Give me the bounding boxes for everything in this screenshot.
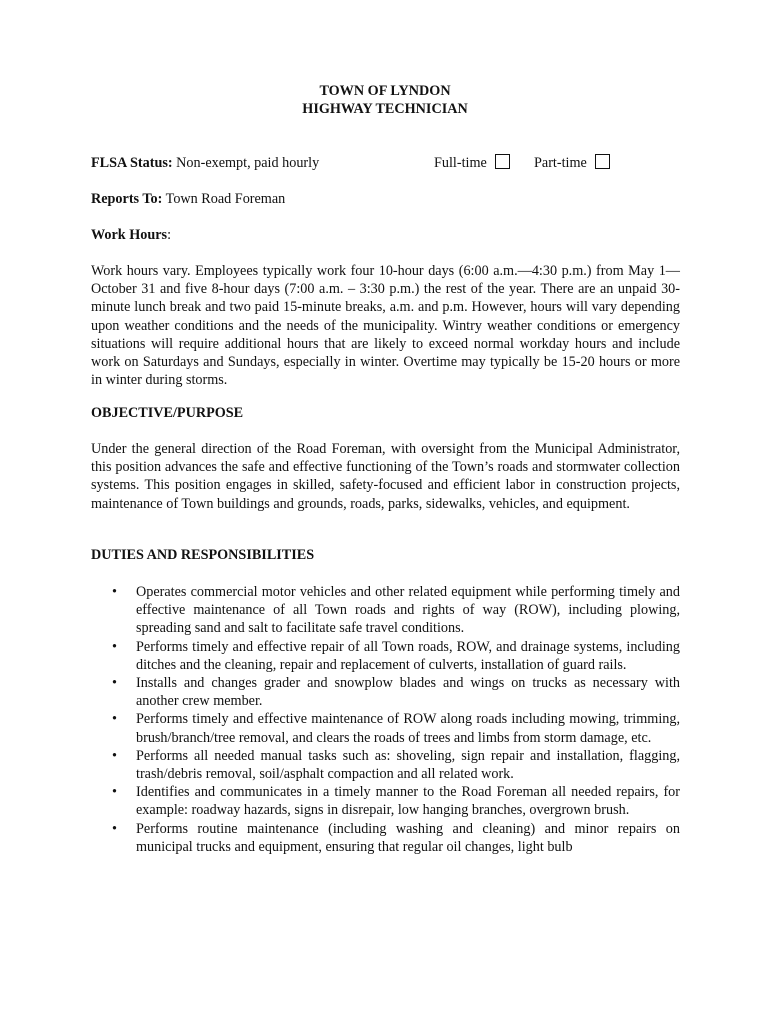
duty-item: • Operates commercial motor vehicles and other related equipment while performing timely and effective maintenance of all Town roads and rights of way (ROW), including plowing, spreading sand and salt to facilitate safe travel conditions. <box>91 583 680 638</box>
duty-item: • Identifies and communicates in a timely manner to the Road Foreman all needed repairs, for example: roadway hazards, signs in disrepair, low hanging branches, overgrown brush. <box>91 783 680 819</box>
duty-item: • Performs timely and effective maintenance of ROW along roads including mowing, trimming, brush/branch/tree removal, and clears the roads of trees and limbs from storm damage, etc. <box>91 710 680 746</box>
reports-to-label: Reports To <box>91 191 158 207</box>
reports-to-row: Reports To: Town Road Foreman <box>91 191 286 207</box>
work-hours-label: Work Hours <box>91 227 168 243</box>
duty-item: • Performs timely and effective repair of all Town roads, ROW, and drainage systems, including ditches and the cleaning, repair and replacement of culverts, installation of guard rails. <box>91 638 680 674</box>
duty-item: • Performs all needed manual tasks such as: shoveling, sign repair and installation, flagging, trash/debris removal, soil/asphalt compaction and all related work. <box>91 747 680 783</box>
reports-to-value: Town Road Foreman <box>165 191 286 207</box>
duty-item: • Performs routine maintenance (including washing and cleaning) and minor repairs on municipal trucks and equipment, ensuring that regular oil changes, light bulb <box>91 820 680 856</box>
town-title: TOWN OF LYNDON <box>319 83 451 99</box>
fulltime-option <box>434 154 510 172</box>
duties-list <box>91 583 680 856</box>
position-title: HIGHWAY TECHNICIAN <box>302 101 468 117</box>
fulltime-label: Full-time <box>434 155 487 171</box>
flsa-status-value: Non-exempt, paid hourly <box>176 155 320 171</box>
work-hours-heading: Work Hours: <box>91 227 172 243</box>
objective-heading: OBJECTIVE/PURPOSE <box>91 405 244 421</box>
work-hours-paragraph: Work hours vary. Employees typically work four 10-hour days (6:00 a.m.—4:30 p.m.) from May 1—October 31 and five 8-hour days (7:00 a.m. – 3:30 p.m.) the rest of the year. There are an unpaid 30-minute lunch break and two paid 15-minute breaks, a.m. and p.m. However, hours will vary depending upon weather conditions and the needs of the municipality. Wintry weather conditions or emergency situations will require additional hours that are likely to exceed normal workday hours and include work on Saturdays and Sundays, especially in winter. Overtime may typically be 15-20 hours or more in winter during storms. <box>91 263 680 389</box>
fulltime-checkbox[interactable] <box>495 154 510 169</box>
parttime-checkbox[interactable] <box>595 154 610 169</box>
duties-heading: DUTIES AND RESPONSIBILITIES <box>91 547 315 563</box>
parttime-option <box>534 154 610 172</box>
objective-paragraph: Under the general direction of the Road Foreman, with oversight from the Municipal Administrator, this position advances the safe and effective functioning of the Town’s roads and stormwater collection systems. This position engages in skilled, safety-focused and efficient labor in construction projects, maintenance of Town buildings and grounds, roads, parks, sidewalks, vehicles, and equipment. <box>91 441 680 512</box>
flsa-status-row: FLSA Status: Non-exempt, paid hourly <box>91 155 320 171</box>
parttime-label: Part-time <box>534 155 587 171</box>
flsa-status-label: FLSA Status <box>91 155 168 171</box>
duty-item: • Installs and changes grader and snowplow blades and wings on trucks as necessary with another crew member. <box>91 674 680 710</box>
